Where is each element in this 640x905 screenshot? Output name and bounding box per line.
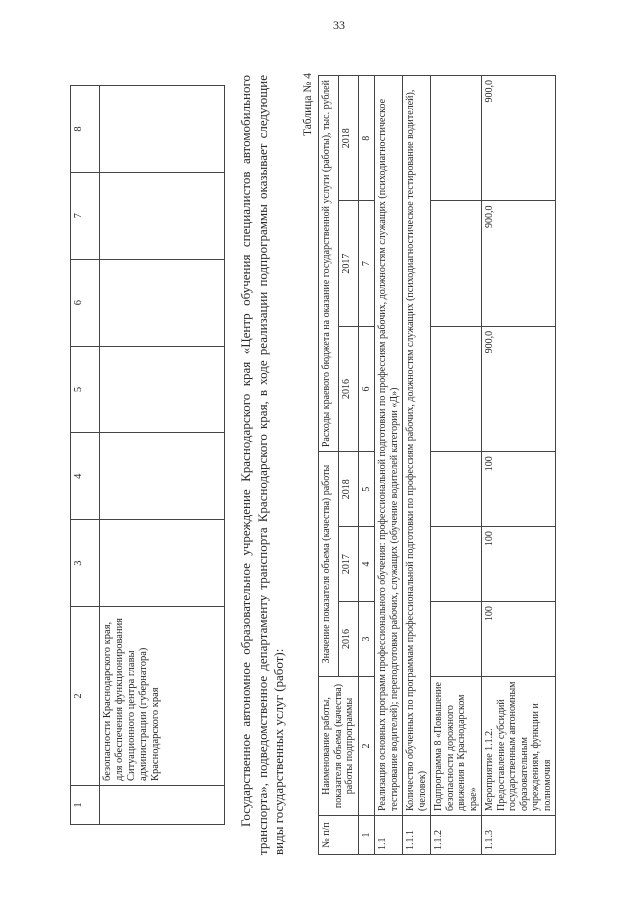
table-header-row [71,86,100,825]
row-name: Мероприятие 1.1.2. Предоставление субсидий государственным автономным образовательным учреждениям, функции и полномочия [482,677,556,816]
services-table [318,75,556,855]
table-row [375,76,403,855]
year-header: 2016 [338,326,358,451]
table-cell [100,259,225,346]
table-cell [100,346,225,433]
column-number: 3 [358,602,375,677]
col-header: 1 [71,786,100,825]
col-header: 7 [71,172,100,259]
rotated-page-content [70,65,570,865]
table-caption: Таблица № 4 [302,73,314,137]
row-number: 1.1.2 [431,816,482,855]
body-paragraph: Государственное автономное образовательное учреждение Краснодарского края «Центр обучения специалистов автомобильного транспорта», подведомственное департаменту транспорта Краснодарского края, в ходе реализации подпрограммы оказывает следующие виды государственных услуг (работ): [238,75,287,855]
table-row [403,76,431,855]
header-name: Наименование работы, показателя объема (качества) работы подпрограммы [319,677,359,816]
table-row [431,76,482,855]
row-text: Количество обученных по программам профессиональной подготовки по профессиям рабочих, должностям служащих (психодиагностическое тестирование водителей), (человек) [403,76,431,816]
year-header: 2016 [338,602,358,677]
continuation-table [70,85,225,825]
row-number: 1.1 [375,816,403,855]
header-number: № п/п [319,816,359,855]
table-cell [100,86,225,173]
table-cell [431,326,482,451]
row-number: 1.1.1 [403,816,431,855]
expense-2017: 900,0 [482,201,556,326]
column-number: 2 [358,677,375,816]
table-cell [431,201,482,326]
table-cell [100,786,225,825]
indicator-2016: 100 [482,602,556,677]
col-header: 6 [71,259,100,346]
col-header: 2 [71,607,100,786]
col-header: 4 [71,433,100,520]
column-number: 7 [358,201,375,326]
table-cell [100,520,225,607]
table-cell [431,602,482,677]
row-number: 1.1.3 [482,816,556,855]
header-expenses: Расходы краевого бюджета на оказание государственной услуги (работы), тыс. рублей [319,76,339,452]
year-header: 2017 [338,201,358,326]
expense-2018: 900,0 [482,76,556,201]
page-number: 33 [333,18,345,32]
col-header: 8 [71,86,100,173]
year-header: 2017 [338,527,358,602]
table-cell-description: безопасности Краснодарского края, для обеспечения функционирования Ситуационного центра главы администрации (губернатора) Краснодарского края [100,607,225,786]
column-number: 5 [358,452,375,527]
column-number: 1 [358,816,375,855]
header-indicator: Значение показателя объема (качества) работы [319,452,339,677]
table-row [100,86,225,825]
table-cell [431,452,482,527]
row-name: Подпрограмма 8 «Повышение безопасности дорожного движения в Краснодарском крае» [431,677,482,816]
column-number: 8 [358,76,375,201]
indicator-2017: 100 [482,527,556,602]
col-header: 3 [71,520,100,607]
indicator-2018: 100 [482,452,556,527]
table-row [482,76,556,855]
year-header: 2018 [338,76,358,201]
year-header: 2018 [338,452,358,527]
table-cell [431,76,482,201]
column-number: 6 [358,326,375,451]
column-number-row [358,76,375,855]
row-text: Реализация основных программ профессионального обучения: профессиональной подготовки по профессиям рабочих, должностям служащих (психодиагностическое тестирование водителей); переподготовки рабочих, служащих (обучение водителей категории «Д») [375,76,403,816]
expense-2016: 900,0 [482,326,556,451]
table-cell [100,433,225,520]
table-cell [100,172,225,259]
col-header: 5 [71,346,100,433]
table-header-row [319,76,339,855]
table-cell [431,527,482,602]
column-number: 4 [358,527,375,602]
